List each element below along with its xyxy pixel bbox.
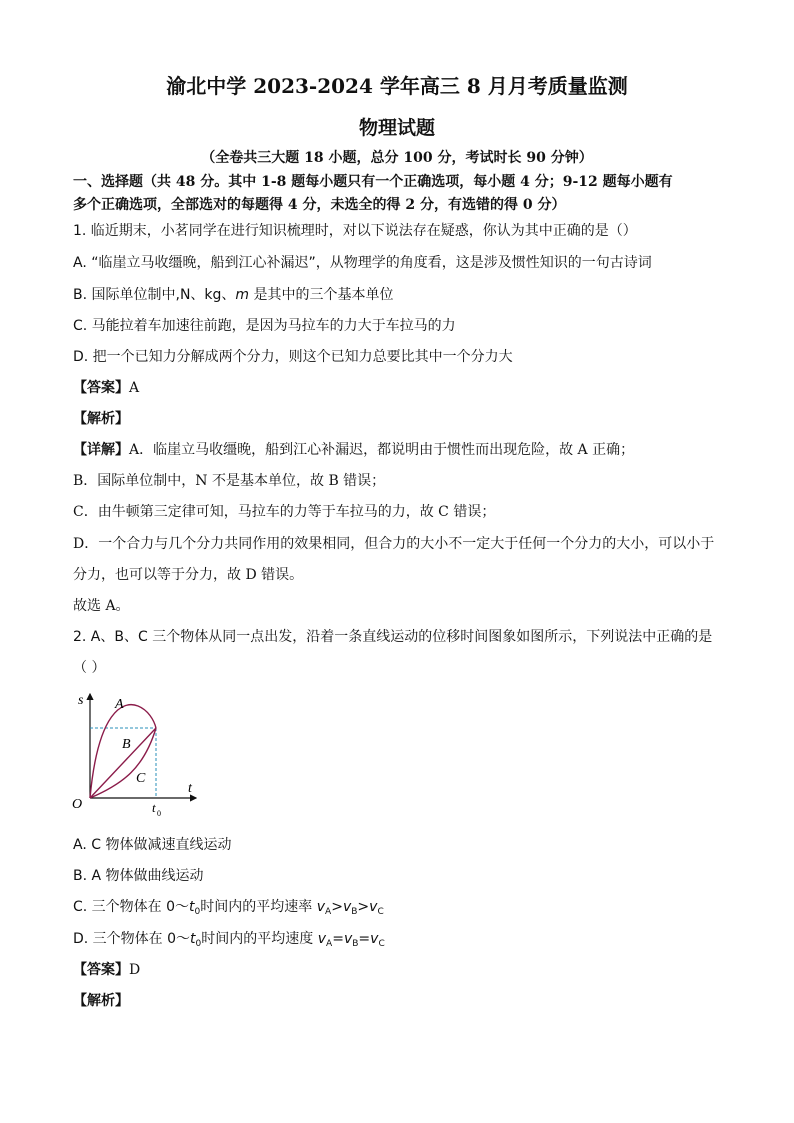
q2-option-c-vc: v [369,899,378,915]
q2-stem-line2: （ ） [73,660,106,676]
q1-option-b-m: m [235,287,250,303]
t0-label: t [152,800,156,815]
q2-option-d-vb-sub: B [352,939,359,949]
q2-option-c-rel1: > [331,899,343,915]
line-b-label: B [122,737,131,752]
q1-answer-label: 【答案】 [73,380,129,396]
t-axis-label: t [188,781,192,796]
q2-option-d-pre: D. 三个物体在 0～ [73,931,191,947]
q2-option-c-pre: C. 三个物体在 0～ [73,899,190,915]
q1-detail-a-text: A．临崖立马收缰晚，船到江心补漏迟，都说明由于惯性而出现危险，故 A 正确； [129,442,635,458]
q2-option-c-va: v [316,899,326,915]
q1-option-a: A. “临崖立马收缰晚，船到江心补漏迟”，从物理学的角度看，这是涉及惯性知识的一句古诗词 [73,255,652,271]
section-instructions-line1: 一、选择题（共 48 分。其中 1-8 题每小题只有一个正确选项，每小题 4 分；9-12 题每小题有 [73,174,673,190]
q1-option-d: D. 把一个已知力分解成两个分力，则这个已知力总要比其中一个分力大 [73,349,513,365]
q2-option-d-t: t [190,931,196,947]
q1-detail-b: B．国际单位制中，N 不是基本单位，故 B 错误； [73,473,386,489]
s-axis-label: s [78,693,84,708]
q1-detail-label: 【详解】 [73,442,129,458]
q2-option-c-va-sub: A [325,907,332,917]
q2-option-d-vc-sub: C [378,939,385,949]
q1-detail-d-line1: D．一个合力与几个分力共同作用的效果相同，但合力的大小不一定大于任何一个分力的大小，可以小于 [73,536,715,552]
q2-stem-line1: 2. A、B、C 三个物体从同一点出发，沿着一条直线运动的位移时间图象如图所示，下列说法中正确的是 [73,629,713,645]
q2-option-d-va-sub: A [326,939,333,949]
q1-detail-d-line2: 分力，也可以等于分力，故 D 错误。 [73,567,304,583]
q2-analysis-label: 【解析】 [73,993,129,1009]
exam-title: 渝北中学 2023-2024 学年高三 8 月月考质量监测 [166,74,628,98]
q1-detail-a [73,441,634,459]
q2-option-d-rel2: = [358,931,371,947]
q1-option-b-post: 是其中的三个基本单位 [249,287,394,303]
q2-option-d [73,930,385,953]
q2-answer-label: 【答案】 [73,962,129,978]
q2-option-c-t: t [189,899,195,915]
q2-option-d-va: v [317,931,327,947]
q1-stem: 1. 临近期末，小茗同学在进行知识梳理时，对以下说法存在疑惑，你认为其中正确的是（） [73,223,637,239]
q2-option-c-mid: 时间内的平均速率 [200,899,317,915]
q2-answer [73,961,140,979]
q2-option-c-t-sub: 0 [194,907,201,917]
q1-option-b [73,286,394,304]
t0-subscript: 0 [157,809,161,818]
q2-option-c-vb-sub: B [351,907,358,917]
q2-option-a: A. C 物体做减速直线运动 [73,837,232,853]
q2-option-c-vb: v [342,899,352,915]
subject-title: 物理试题 [358,117,435,139]
q1-answer [73,379,139,397]
q2-option-d-vb: v [343,931,353,947]
section-instructions-line2: 多个正确选项，全部选对的每题得 4 分，未选全的得 2 分，有选错的得 0 分） [73,197,566,213]
q2-option-d-mid: 时间内的平均速度 [201,931,318,947]
q2-option-c [73,898,384,921]
q1-conclusion: 故选 A。 [73,598,130,614]
origin-label: O [72,797,83,812]
q2-option-d-t-sub: 0 [195,939,202,949]
exam-note: （全卷共三大题 18 小题，总分 100 分，考试时长 90 分钟） [201,150,593,166]
q1-analysis-label: 【解析】 [73,411,129,427]
displacement-time-graph [68,686,208,826]
curve-a-label: A [115,697,124,712]
curve-c-label: C [136,771,146,786]
q1-option-b-pre: B. 国际单位制中,N、kg、 [73,287,236,303]
q2-answer-value: D [129,962,141,978]
q1-answer-value: A [129,380,140,396]
q1-detail-c: C．由牛顿第三定律可知，马拉车的力等于车拉马的力，故 C 错误； [73,504,496,520]
q2-option-c-rel2: > [357,899,370,915]
q2-option-b: B. A 物体做曲线运动 [73,868,204,884]
q2-option-c-vc-sub: C [377,907,384,917]
q2-option-d-rel1: = [332,931,344,947]
q2-option-d-vc: v [370,931,379,947]
q1-option-c: C. 马能拉着车加速往前跑，是因为马拉车的力大于车拉马的力 [73,318,456,334]
